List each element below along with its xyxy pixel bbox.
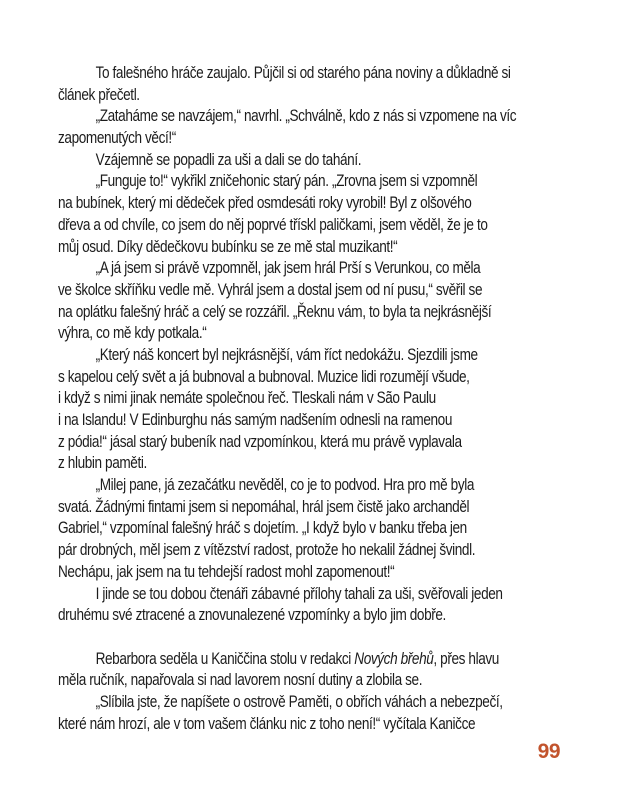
text-line: i na Islandu! V Edinburghu nás samým nadšením odnesli na ramenou (58, 410, 452, 429)
text-line: s kapelou celý svět a já bubnoval a bubnoval. Muzice lidi rozumějí všude, (58, 366, 470, 386)
text-line: pár drobných, měl jsem z vítězství radost, protože ho nekalil žádnej švindl. (58, 540, 476, 560)
text-line (58, 648, 621, 670)
text-line: článek přečetl. (58, 84, 140, 104)
magazine-title-italic: Nových břehů (354, 648, 434, 668)
text-line: „Slíbila jste, že napíšete o ostrově Paměti, o obřích váhách a nebezpečí, (95, 691, 503, 711)
text-line: z hlubin paměti. (58, 453, 147, 473)
text-line: „Milej pane, já zezačátku nevěděl, co je to podvod. Hra pro mě byla (95, 475, 474, 495)
text-line: svatá. Žádnými fintami jsem si nepomáhal, hrál jsem čistě jako archanděl (58, 496, 470, 516)
text-line: na bubínek, který mi dědeček před osmdesáti roky vyrobil! Byl z olšového (58, 193, 472, 213)
text-line: „Který náš koncert byl nejkrásnější, vám říct nedokážu. Sjezdili jsme (95, 344, 478, 364)
text-segment: , přes hlavu (433, 648, 499, 668)
text-line: z pódia!“ jásal starý bubeník nad vzpomínkou, která mu právě vyplavala (58, 431, 462, 451)
text-line: můj osud. Díky dědečkovu bubínku se ze mě stal muzikant!“ (58, 236, 398, 256)
text-line: Gabriel,“ vzpomínal falešný hráč s dojetím. „I když bylo v banku třeba jen (58, 518, 467, 538)
text-line: měla ručník, napařovala si nad lavorem nosní dutiny a zlobila se. (58, 670, 423, 690)
text-line: „A já jsem si právě vzpomněl, jak jsem hrál Prší s Verunkou, co měla (95, 258, 481, 278)
text-line: na oplátku falešný hráč a celý se rozzářil. „Řeknu vám, to byla ta nejkrásnější (58, 301, 492, 321)
page-text (58, 62, 621, 734)
text-line: zapomenutých věcí!“ (58, 128, 176, 148)
text-line: výhra, co mě kdy potkala.“ (58, 323, 207, 343)
text-line: To falešného hráče zaujalo. Půjčil si od starého pána noviny a důkladně si (95, 63, 511, 82)
text-line: Nechápu, jak jsem na tu tehdejší radost mohl zapomenout!“ (58, 561, 395, 581)
page-number: 99 (537, 740, 560, 763)
text-line: druhému své ztracené a znovunalezené vzpomínky a bylo jim dobře. (58, 605, 446, 625)
text-line: ve školce skříňku vedle mě. Vyhrál jsem a dostal jsem od ní pusu,“ svěřil se (58, 279, 483, 299)
text-line: Vzájemně se popadli za uši a dali se do tahání. (95, 149, 362, 169)
text-segment: Rebarbora seděla u Kaniččina stolu v redakci (95, 648, 355, 668)
text-line: I jinde se tou dobou čtenáři zábavné přílohy tahali za uši, svěřovali jeden (95, 583, 503, 603)
paragraph-gap (58, 626, 621, 648)
text-line: „Funguje to!“ vykřikl zničehonic starý pán. „Zrovna jsem si vzpomněl (95, 171, 478, 191)
text-line: i když s nimi jinak nemáte společnou řeč. Tleskali nám v São Paulu (58, 388, 436, 408)
text-line: „Zataháme se navzájem,“ navrhl. „Schválně, kdo z nás si vzpomene na víc (95, 106, 517, 126)
text-line: dřeva a od chvíle, co jsem do něj poprvé třískl paličkami, jsem věděl, že je to (58, 214, 488, 234)
text-line: které nám hrozí, ale v tom vašem článku nic z toho není!“ vyčítala Kaničce (58, 713, 476, 733)
